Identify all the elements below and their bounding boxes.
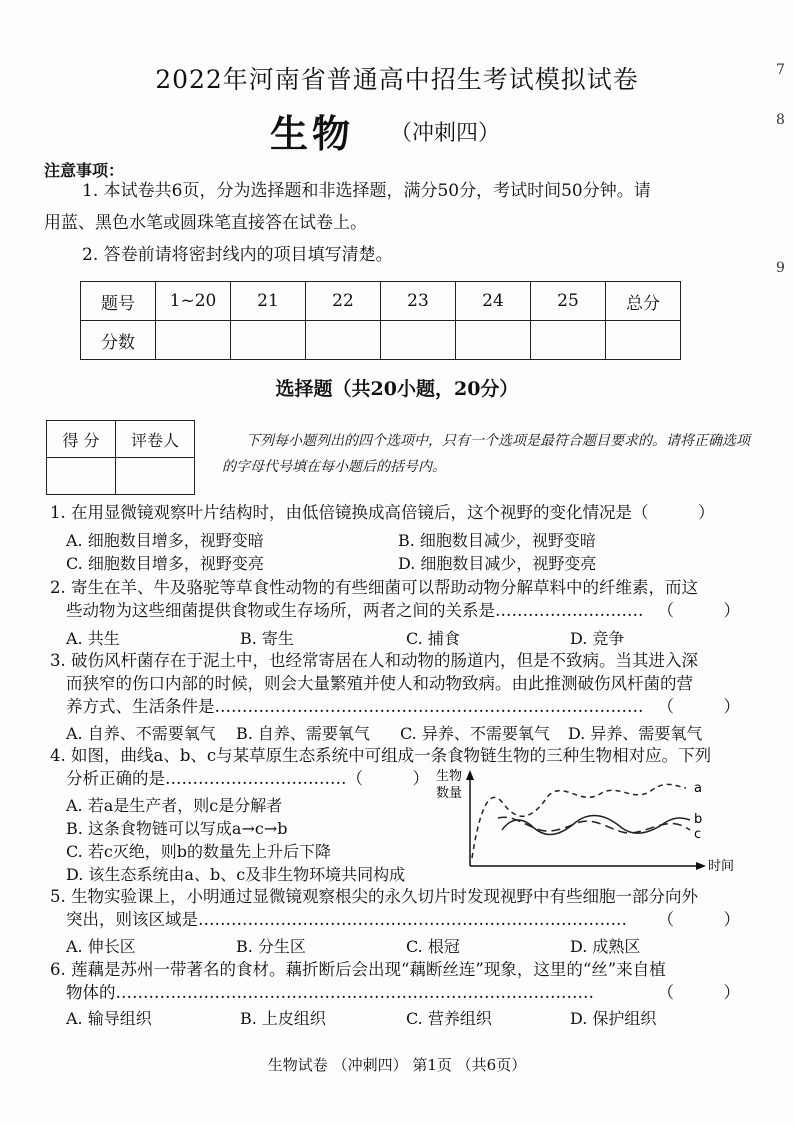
question-6-option-c: C. 营养组织 — [406, 1009, 492, 1028]
grader-score-cell[interactable] — [47, 458, 116, 495]
exam-title: 2022年河南省普通高中招生考试模拟试卷 — [155, 65, 639, 94]
score-cell[interactable] — [381, 321, 456, 360]
grader-name-cell[interactable] — [116, 458, 195, 495]
question-2-option-a: A. 共生 — [66, 629, 120, 648]
question-3-option-a: A. 自养、不需要氧气 — [66, 724, 216, 743]
score-table — [80, 281, 681, 360]
score-header-cell: 24 — [456, 282, 531, 321]
question-5-option-b: B. 分生区 — [236, 937, 306, 956]
question-1-stem: 1. 在用显微镜观察叶片结构时，由低倍镜换成高倍镜后，这个视野的变化情况是（ ） — [50, 503, 715, 522]
score-header-cell: 25 — [531, 282, 606, 321]
population-curves-figure — [430, 766, 750, 878]
question-2-stem-text: 些动物为这些细菌提供食物或生存场所，两者之间的关系是……………………… — [66, 601, 644, 620]
question-3-stem-line-3 — [66, 696, 740, 717]
grader-table — [46, 420, 195, 495]
score-cell[interactable] — [606, 321, 681, 360]
question-5-stem-line-1: 5. 生物实验课上，小明通过显微镜观察根尖的永久切片时发现视野中有些细胞一部分向外 — [50, 887, 698, 906]
question-2-option-d: D. 竞争 — [570, 629, 625, 648]
score-table-header-row — [81, 282, 681, 321]
question-6-answer-paren: （ ） — [657, 983, 740, 1002]
question-5-option-c: C. 根冠 — [406, 937, 460, 956]
question-6-stem-line-2 — [66, 982, 740, 1003]
score-cell[interactable] — [531, 321, 606, 360]
score-header-cell: 21 — [231, 282, 306, 321]
score-cell[interactable] — [306, 321, 381, 360]
page-footer: 生物试卷 （冲刺四） 第1页 （共6页） — [267, 1056, 527, 1074]
question-2-answer-paren: （ ） — [657, 601, 740, 620]
section-title: 选择题（共20小题，20分） — [275, 378, 519, 400]
notes-heading: 注意事项： — [44, 161, 125, 180]
question-2-stem-line-1: 2. 寄生在羊、牛及骆驼等草食性动物的有些细菌可以帮助动物分解草料中的纤维素，而这 — [50, 578, 698, 597]
margin-mark: 9 — [776, 260, 785, 276]
score-header-cell: 1~20 — [156, 282, 231, 321]
edition-label: （冲刺四） — [390, 121, 501, 146]
figure-y-label: 数量 — [436, 786, 463, 801]
question-4-stem-line-2: 分析正确的是……………………………（ ） — [66, 769, 429, 788]
figure-y-axis-arrow — [466, 770, 474, 780]
question-5-stem-text: 突出，则该区域是…………………………………………………………………… — [66, 910, 627, 929]
curve-a-label: a — [694, 781, 702, 796]
question-3-option-d: D. 异养、需要氧气 — [568, 724, 703, 743]
score-header-cell: 22 — [306, 282, 381, 321]
grader-name-header: 评卷人 — [116, 421, 195, 458]
question-4-stem-line-1: 4. 如图，曲线a、b、c与某草原生态系统中可组成一条食物链生物的三种生物相对应。下列 — [50, 746, 712, 765]
question-4-option-b: B. 这条食物链可以写成a→c→b — [66, 819, 288, 838]
question-3-stem-line-2: 而狭窄的伤口内部的时候，则会大量繁殖并使人和动物致病。由此推测破伤风杆菌的营 — [66, 674, 693, 693]
score-header-cell: 题号 — [81, 282, 156, 321]
note-item-2: 2. 答卷前请将密封线内的项目填写清楚。 — [82, 245, 393, 265]
question-5-option-d: D. 成熟区 — [570, 937, 641, 956]
score-cell[interactable] — [456, 321, 531, 360]
margin-mark: 7 — [776, 62, 785, 78]
question-5-option-a: A. 伸长区 — [66, 937, 136, 956]
score-table-score-row — [81, 321, 681, 360]
question-6-option-d: D. 保护组织 — [570, 1009, 657, 1028]
score-cell[interactable] — [231, 321, 306, 360]
question-2-stem-line-2 — [66, 600, 740, 621]
section-instruction: 下列每小题列出的四个选项中，只有一个选项是最符合题目要求的。请将正确选项的字母代号填在每小题后的括号内。 — [222, 433, 750, 475]
question-5-stem-line-2 — [66, 909, 740, 930]
question-6-option-b: B. 上皮组织 — [240, 1009, 326, 1028]
question-1-option-d: D. 细胞数目减少，视野变亮 — [398, 554, 597, 573]
curve-b-label: b — [694, 812, 703, 827]
score-header-cell: 23 — [381, 282, 456, 321]
question-6-stem-line-1: 6. 莲藕是苏州一带著名的食材。藕折断后会出现“藕断丝连”现象，这里的“丝”来自植 — [50, 960, 666, 979]
margin-mark: 8 — [776, 112, 785, 128]
curve-c — [498, 817, 690, 833]
question-6-option-a: A. 输导组织 — [66, 1009, 152, 1028]
score-cell[interactable] — [156, 321, 231, 360]
question-3-stem-text: 养方式、生活条件是…………………………………………………………………… — [66, 697, 644, 716]
score-row-label: 分数 — [81, 321, 156, 360]
question-3-option-c: C. 异养、不需要氧气 — [400, 724, 550, 743]
question-3-answer-paren: （ ） — [657, 697, 740, 716]
curve-c-label: c — [694, 827, 702, 842]
question-4-option-a: A. 若a是生产者，则c是分解者 — [66, 796, 283, 815]
question-3-stem-line-1: 3. 破伤风杆菌存在于泥土中，也经常寄居在人和动物的肠道内，但是不致病。当其进入深 — [50, 651, 698, 670]
figure-x-label: 时间 — [708, 859, 735, 874]
grader-score-header: 得 分 — [47, 421, 116, 458]
question-1-option-a: A. 细胞数目增多，视野变暗 — [66, 531, 264, 550]
question-1-option-c: C. 细胞数目增多，视野变亮 — [66, 554, 264, 573]
subject-title: 生物 — [270, 111, 355, 156]
question-6-stem-text: 物体的…………………………………………………………………………… — [66, 983, 594, 1002]
question-2-option-b: B. 寄生 — [240, 629, 294, 648]
note-item-1-line-1: 1. 本试卷共6页，分为选择题和非选择题，满分50分，考试时间50分钟。请 — [82, 181, 651, 201]
figure-x-axis-arrow — [696, 862, 706, 870]
question-3-option-b: B. 自养、需要氧气 — [236, 724, 370, 743]
score-header-cell: 总分 — [606, 282, 681, 321]
figure-y-label: 生物 — [436, 769, 463, 784]
question-5-answer-paren: （ ） — [657, 910, 740, 929]
question-2-option-c: C. 捕食 — [406, 629, 460, 648]
question-4-option-d: D. 该生态系统由a、b、c及非生物环境共同构成 — [66, 865, 406, 884]
curve-a — [472, 784, 686, 858]
question-4-option-c: C. 若c灭绝，则b的数量先上升后下降 — [66, 842, 332, 861]
question-1-option-b: B. 细胞数目减少，视野变暗 — [398, 531, 596, 550]
note-item-1-line-2: 用蓝、黑色水笔或圆珠笔直接答在试卷上。 — [44, 213, 367, 233]
